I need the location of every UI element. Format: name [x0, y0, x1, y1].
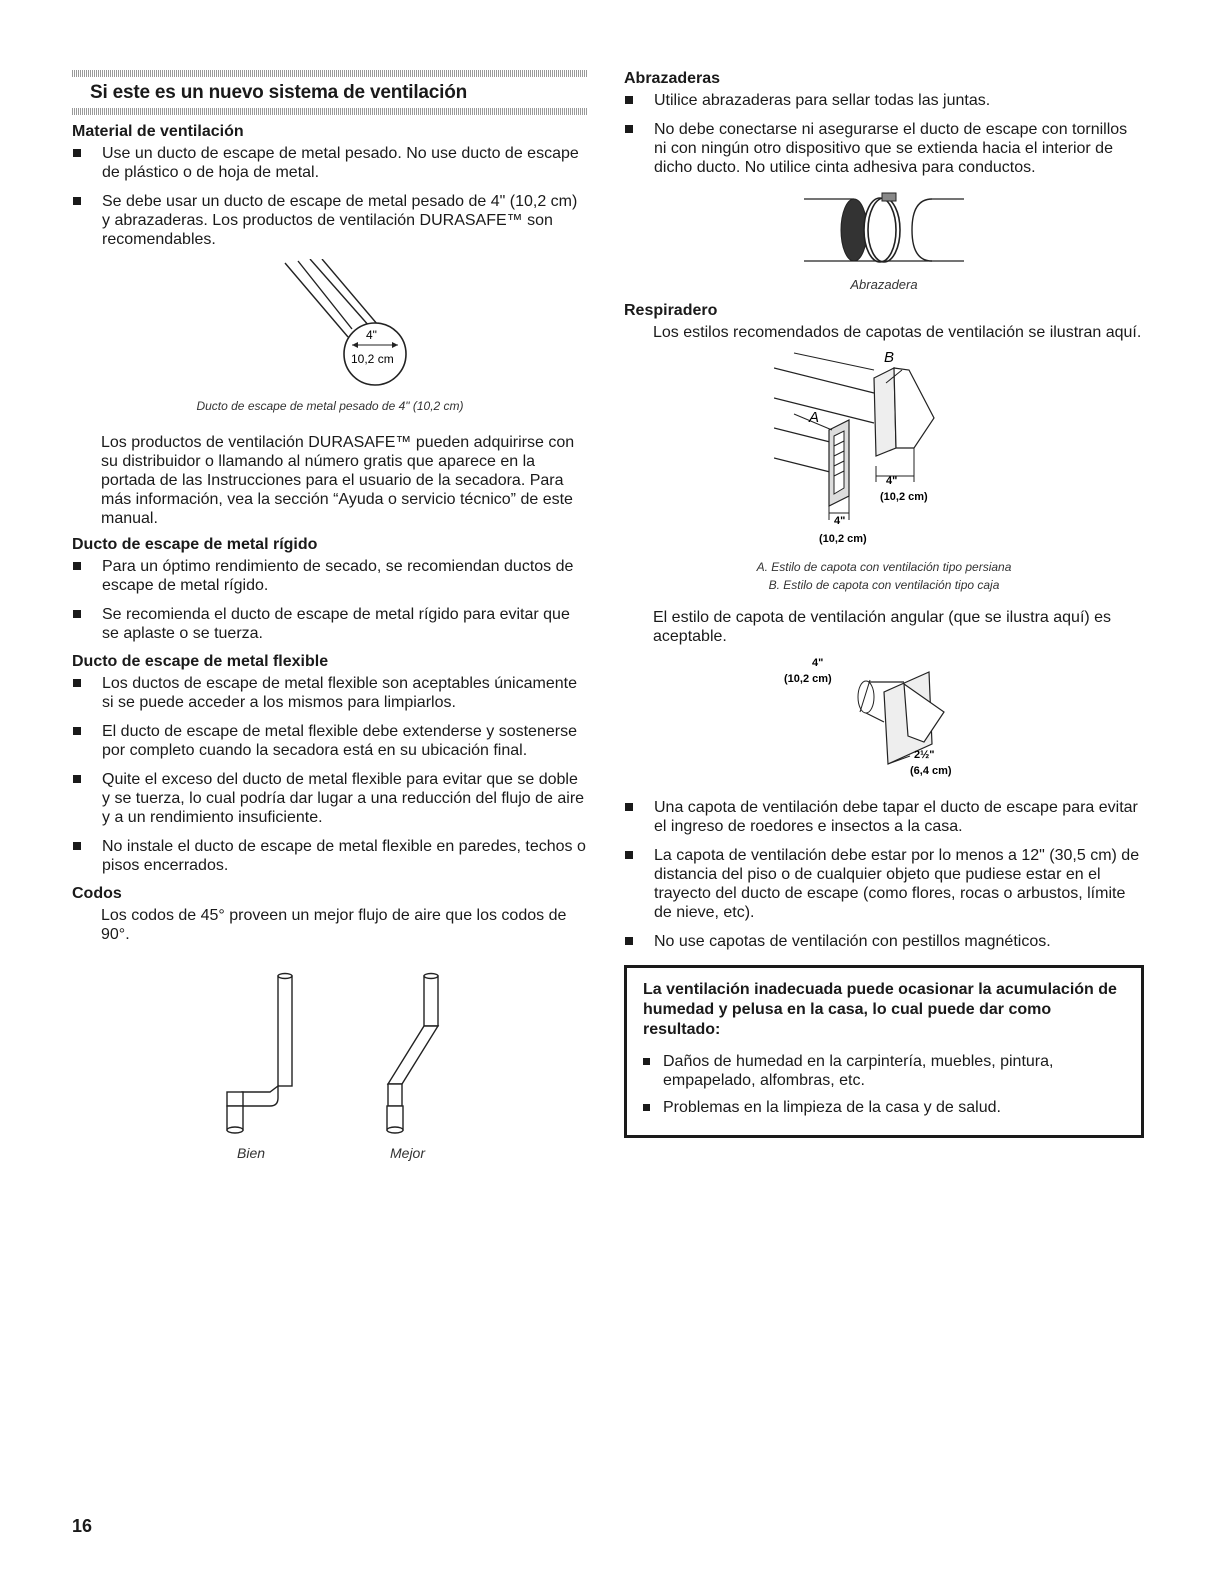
page-number: 16: [72, 1516, 93, 1536]
list-item: Quite el exceso del ducto de metal flexible para evitar que se doble y se tuerza, lo cual podría dar lugar a una reducción del flujo de aire y a un rendimiento insuficiente.: [72, 770, 588, 827]
list-item: Problemas en la limpieza de la casa y de salud.: [643, 1098, 1125, 1117]
material-heading: Material de ventilación: [72, 123, 244, 140]
durasafe-paragraph: Los productos de ventilación DURASAFE™ pueden adquirirse con su distribuidor o llamando al número gratis que aparece en la portada de las Instrucciones para el usuario de la secadora. Para más información, vea la sección “Ayuda o servicio técnico” de este manual.: [101, 434, 575, 527]
list-item: Daños de humedad en la carpintería, muebles, pintura, empapelado, alfombras, etc.: [643, 1052, 1125, 1090]
banner-top-rule: [72, 70, 588, 77]
angular-paragraph: El estilo de capota de ventilación angular (que se ilustra aquí) es aceptable.: [653, 609, 1112, 645]
list-item: Use un ducto de escape de metal pesado. No use ducto de escape de plástico o de hoja de metal.: [72, 144, 588, 182]
right-column: [624, 70, 1144, 1138]
rigid-list: [72, 557, 588, 643]
list-item: Una capota de ventilación debe tapar el ducto de escape para evitar el ingreso de roedores e insectos a la casa.: [624, 798, 1144, 836]
dim-a-in: 4": [834, 515, 846, 527]
clamp-caption: Abrazadera: [850, 277, 918, 292]
heavy-duct-illustration: [230, 259, 430, 389]
elbow-good-caption: Bien: [237, 1145, 266, 1161]
label-a: A: [809, 409, 820, 426]
codos-heading: Codos: [72, 885, 122, 902]
vent-caption-a: A. Estilo de capota con ventilación tipo persiana: [756, 560, 1012, 574]
vent-rules-list: [624, 798, 1144, 951]
elbows-illustration: [72, 966, 588, 1166]
dim-a-cm: (10,2 cm): [819, 533, 867, 545]
list-item: Se recomienda el ducto de escape de metal rígido para evitar que se aplaste o se tuerza.: [72, 605, 588, 643]
left-column: [72, 70, 588, 1166]
angular-dim-cm: (10,2 cm): [784, 673, 832, 685]
section-title: Si este es un nuevo sistema de ventilación: [90, 82, 468, 103]
label-b: B: [884, 349, 895, 366]
angular-hood-illustration: [784, 652, 984, 782]
warning-box: [624, 965, 1144, 1138]
vent-hoods-illustration: [774, 348, 994, 548]
duct-dim-in: 4": [366, 328, 377, 342]
list-item: No debe conectarse ni asegurarse el ducto de escape con tornillos ni con ningún otro dispositivo que se extienda hacia el interior de dicho ducto. No utilice cinta adhesiva para conductos.: [624, 120, 1144, 177]
list-item: No instale el ducto de escape de metal flexible en paredes, techos o pisos encerrados.: [72, 837, 588, 875]
duct-dim-cm: 10,2 cm: [351, 352, 394, 366]
dim-b-in: 4": [886, 475, 898, 487]
dim-b-cm: (10,2 cm): [880, 491, 928, 503]
warning-list: [643, 1052, 1125, 1117]
clamp-illustration: [784, 187, 984, 273]
angular-dim-in: 4": [812, 657, 824, 669]
angular-gap-in: 2½": [914, 749, 935, 761]
material-list: [72, 144, 588, 249]
list-item: No use capotas de ventilación con pestillos magnéticos.: [624, 932, 1144, 951]
clamps-heading: Abrazaderas: [624, 70, 721, 87]
list-item: Para un óptimo rendimiento de secado, se recomiendan ductos de escape de metal rígido.: [72, 557, 588, 595]
list-item: La capota de ventilación debe estar por lo menos a 12" (30,5 cm) de distancia del piso o de cualquier objeto que pudiese estar en el trayecto del ducto de escape (como flores, rocas o arbustos, límite de nieve, etc).: [624, 846, 1144, 922]
duct-caption: Ducto de escape de metal pesado de 4" (10,2 cm): [196, 399, 464, 413]
flexible-list: [72, 674, 588, 875]
warning-title: La ventilación inadecuada puede ocasionar la acumulación de humedad y pelusa en la casa, lo cual puede dar como resultado:: [643, 981, 1117, 1038]
elbow-45-icon: [387, 974, 438, 1134]
list-item: Los ductos de escape de metal flexible son aceptables únicamente si se puede acceder a los mismos para limpiarlos.: [72, 674, 588, 712]
vent-heading: Respiradero: [624, 302, 718, 319]
vent-paragraph: Los estilos recomendados de capotas de ventilación se ilustran aquí.: [653, 324, 1142, 341]
list-item: Utilice abrazaderas para sellar todas las juntas.: [624, 91, 1144, 110]
clamps-list: [624, 91, 1144, 177]
elbow-better-caption: Mejor: [390, 1145, 426, 1161]
flexible-heading: Ducto de escape de metal flexible: [72, 653, 329, 670]
list-item: El ducto de escape de metal flexible debe extenderse y sostenerse por completo cuando la secadora está en su ubicación final.: [72, 722, 588, 760]
codos-paragraph: Los codos de 45° proveen un mejor flujo de aire que los codos de 90°.: [101, 907, 567, 943]
banner-bottom-rule: [72, 108, 588, 115]
angular-gap-cm: (6,4 cm): [910, 765, 952, 777]
rigid-heading: Ducto de escape de metal rígido: [72, 536, 318, 553]
vent-caption-b: B. Estilo de capota con ventilación tipo caja: [768, 578, 1000, 592]
list-item: Se debe usar un ducto de escape de metal pesado de 4" (10,2 cm) y abrazaderas. Los productos de ventilación DURASAFE™ son recomendables.: [72, 192, 588, 249]
elbow-90-icon: [227, 974, 292, 1134]
